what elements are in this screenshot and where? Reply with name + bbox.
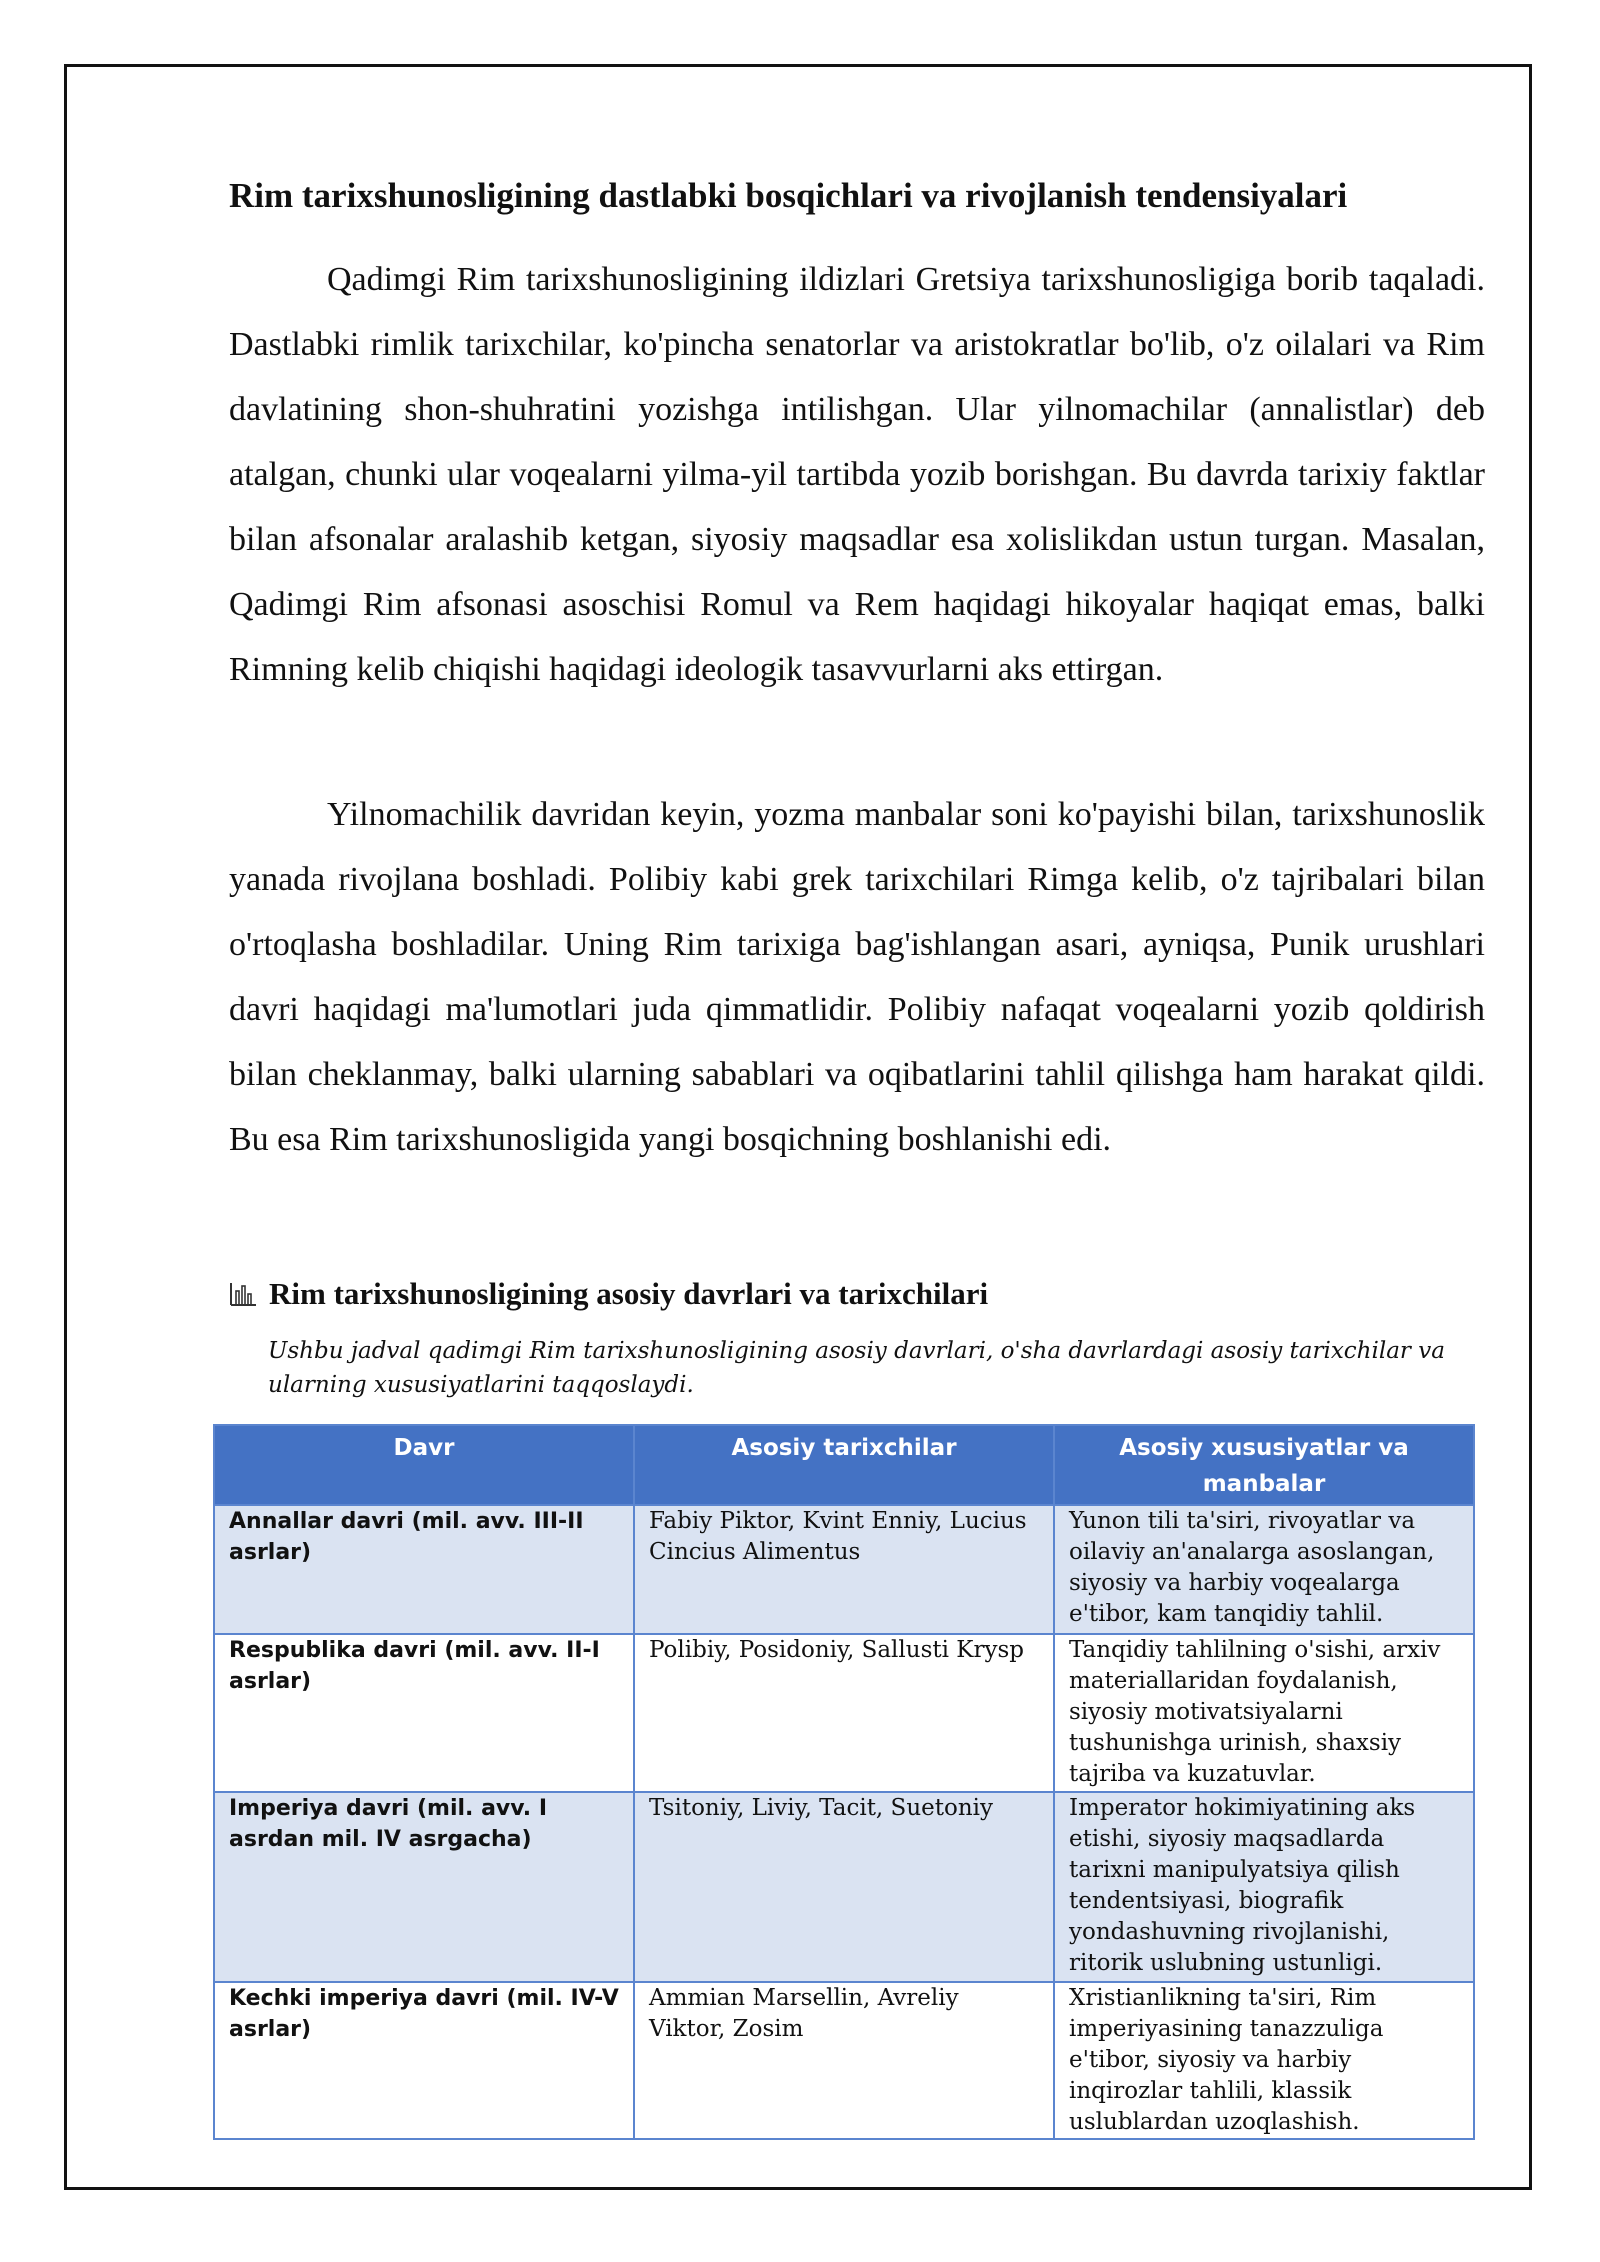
column-header-features: Asosiy xususiyatlar va manbalar bbox=[1054, 1425, 1474, 1505]
document-heading: Rim tarixshunosligining dastlabki bosqichlari va rivojlanish tendensiyalari bbox=[229, 176, 1348, 215]
period-cell: Respublika davri (mil. avv. II-I asrlar) bbox=[214, 1634, 634, 1792]
table-row bbox=[214, 1505, 1474, 1634]
table-row bbox=[214, 1792, 1474, 1982]
period-cell: Imperiya davri (mil. avv. I asrdan mil. IV asrgacha) bbox=[214, 1792, 634, 1982]
historians-cell: Polibiy, Posidoniy, Sallusti Krysp bbox=[634, 1634, 1054, 1792]
bar-chart-icon bbox=[229, 1281, 257, 1307]
historians-cell: Ammian Marsellin, Avreliy Viktor, Zosim bbox=[634, 1982, 1054, 2139]
column-header-historians: Asosiy tarixchilar bbox=[634, 1425, 1054, 1505]
column-header-period: Davr bbox=[214, 1425, 634, 1505]
table-header-row bbox=[214, 1425, 1474, 1505]
period-cell: Kechki imperiya davri (mil. IV-V asrlar) bbox=[214, 1982, 634, 2139]
historians-cell: Fabiy Piktor, Kvint Enniy, Lucius Cincius Alimentus bbox=[634, 1505, 1054, 1634]
table-row bbox=[214, 1634, 1474, 1792]
features-cell: Yunon tili ta'siri, rivoyatlar va oilaviy an'analarga asoslangan, siyosiy va harbiy voqealarga e'tibor, kam tanqidiy tahlil. bbox=[1054, 1505, 1474, 1634]
periods-table bbox=[213, 1424, 1475, 2140]
table-section-title: Rim tarixshunosligining asosiy davrlari va tarixchilari bbox=[269, 1276, 989, 1311]
features-cell: Tanqidiy tahlilning o'sishi, arxiv materiallaridan foydalanish, siyosiy motivatsiyalarni tushunishga urinish, shaxsiy tajriba va kuzatuvlar. bbox=[1054, 1634, 1474, 1792]
period-cell: Annallar davri (mil. avv. III-II asrlar) bbox=[214, 1505, 634, 1634]
table-caption: Ushbu jadval qadimgi Rim tarixshunosligining asosiy davrlari, o'sha davrlardagi asosiy tarixchilar va ularning xususiyatlarini taqqoslaydi. bbox=[268, 1338, 1445, 1398]
historians-cell: Tsitoniy, Liviy, Tacit, Suetoniy bbox=[634, 1792, 1054, 1982]
paragraph-1: Qadimgi Rim tarixshunosligining ildizlari Gretsiya tarixshunosligiga borib taqaladi. Dastlabki rimlik tarixchilar, ko'pincha senatorlar va aristokratlar bo'lib, o'z oilalari va Rim davlatining shon-shuhratini yozishga intilishgan. Ular yilnomachilar (annalistlar) deb atalgan, chunki ular voqealarni yilma-yil tartibda yozib borishgan. Bu davrda tarixiy faktlar bilan afsonalar aralashib ketgan, siyosiy maqsadlar esa xolislikdan ustun turgan. Masalan, Qadimgi Rim afsonasi asoschisi Romul va Rem haqidagi hikoyalar haqiqat emas, balki Rimning kelib chiqishi haqidagi ideologik tasavvurlarni aks ettirgan. bbox=[229, 261, 1485, 688]
table-section-heading bbox=[229, 1271, 1489, 1317]
features-cell: Xristianlikning ta'siri, Rim imperiyasining tanazzuliga e'tibor, siyosiy va harbiy inqirozlar tahlili, klassik uslublardan uzoqlashish. bbox=[1054, 1982, 1474, 2139]
features-cell: Imperator hokimiyatining aks etishi, siyosiy maqsadlarda tarixni manipulyatsiya qilish tendentsiyasi, biografik yondashuvning rivojlanishi, ritorik uslubning ustunligi. bbox=[1054, 1792, 1474, 1982]
table-row bbox=[214, 1982, 1474, 2139]
paragraph-2: Yilnomachilik davridan keyin, yozma manbalar soni ko'payishi bilan, tarixshunoslik yanada rivojlana boshladi. Polibiy kabi grek tarixchilari Rimga kelib, o'z tajribalari bilan o'rtoqlasha boshladilar. Uning Rim tarixiga bag'ishlangan asari, ayniqsa, Punik urushlari davri haqidagi ma'lumotlari juda qimmatlidir. Polibiy nafaqat voqealarni yozib qoldirish bilan cheklanmay, balki ularning sabablari va oqibatlarini tahlil qilishga ham harakat qildi. Bu esa Rim tarixshunosligida yangi bosqichning boshlanishi edi. bbox=[229, 796, 1485, 1158]
